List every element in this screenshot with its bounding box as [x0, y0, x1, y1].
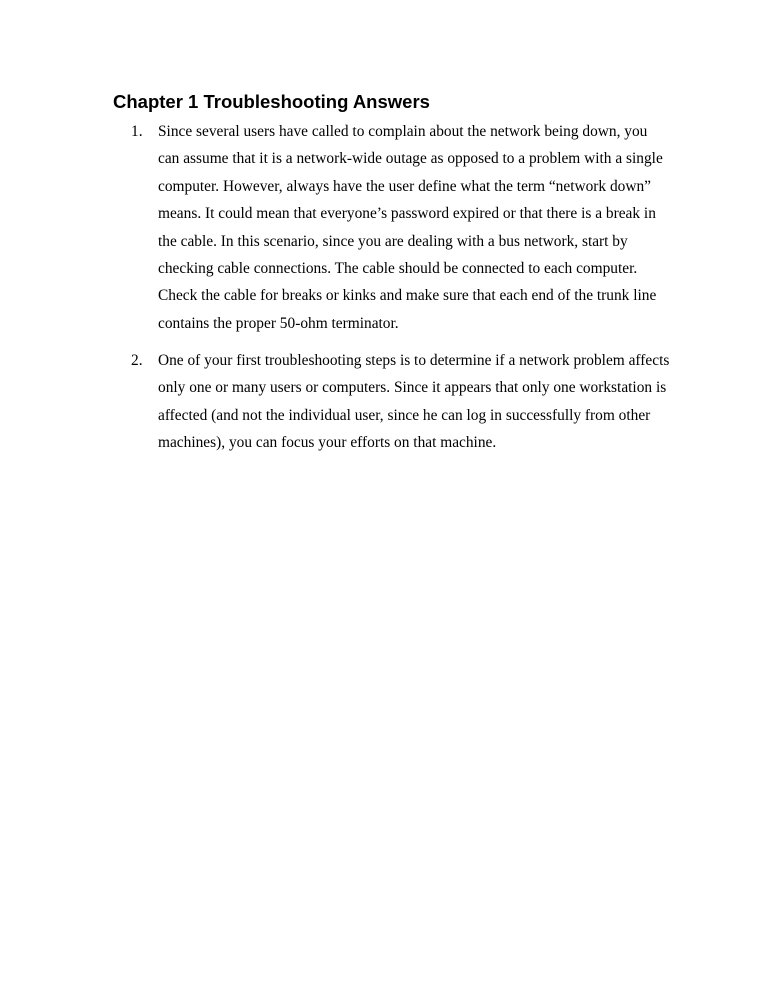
answer-text: One of your first troubleshooting steps is to determine if a network problem affects only one or many users or computers. Since it appears that only one workstation is affected (and not the individual user, since he can log in successfully from other machines), you can focus your efforts on that machine.: [158, 352, 670, 452]
answer-item-2: [131, 347, 671, 457]
document-title: Chapter 1 Troubleshooting Answers: [113, 91, 430, 112]
answer-number: 2.: [131, 352, 143, 369]
answer-number: 1.: [131, 123, 143, 140]
answer-item-1: [131, 118, 671, 337]
answer-text: Since several users have called to complain about the network being down, you can assume that it is a network-wide outage as opposed to a problem with a single computer. However, always have the user define what the term “network down” means. It could mean that everyone’s password expired or that there is a break in the cable. In this scenario, since you are dealing with a bus network, start by checking cable connections. The cable should be connected to each computer. Check the cable for breaks or kinks and make sure that each end of the trunk line contains the proper 50-ohm terminator.: [158, 123, 663, 332]
